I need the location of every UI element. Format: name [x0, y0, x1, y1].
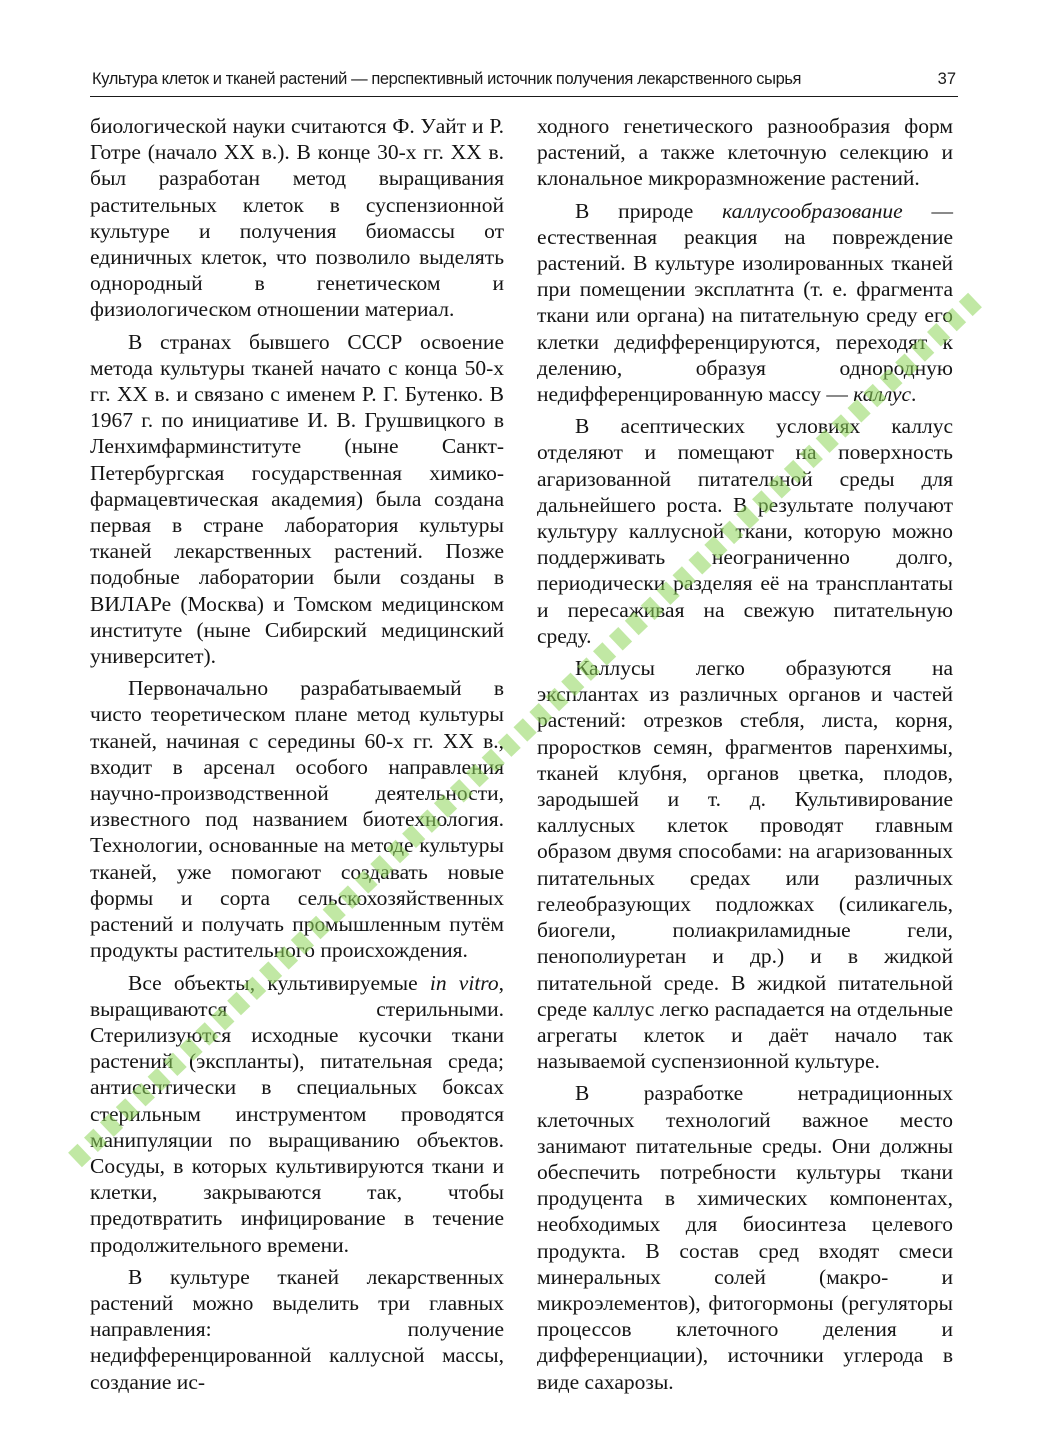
paragraph: Каллусы легко образуются на эксплантах из различных органов и частей растений: отрезков стебля, листа, корня, проростков семян, фрагментов паренхимы, тканей клубня, органов цветка, плодов, зародышей и т. д. Культивирование каллусных клеток проводят главным образом двумя способами: на агаризованных питательных средах или различных гелеобразующих подложках (силикагель, биогели, полиакриламидные гели, пенополиуретан и др.) и в жидкой питательной среде. В жидкой питательной среде каллус легко распадается на отдельные агрегаты клеток и даёт начало так называемой суспензионной культуре. — [537, 656, 953, 1074]
paragraph: В странах бывшего СССР освоение метода культуры тканей начато с конца 50-х гг. XX в. и связано с именем Р. Г. Бутенко. В 1967 г. по инициативе И. В. Грушвицкого в Ленхимфарминституте (ныне Санкт-Петербургская государственная химико-фармацевтическая академия) была создана первая в стране лаборатория культуры тканей лекарственных растений. Позже подобные лаборатории были созданы в ВИЛАРе (Москва) и Томском медицинском институте (ныне Сибирский медицинский университет). — [90, 329, 504, 669]
text-run: . — [911, 382, 917, 407]
running-title: Культура клеток и тканей растений — перспективный источник получения лекарственного сырья — [92, 70, 802, 88]
latin-term: in vitro — [429, 970, 499, 995]
paragraph: ходного генетического разнообразия форм растений, а также клеточную селекцию и клональное микроразмножение растений. — [537, 114, 953, 191]
paragraph: Первоначально разрабатываемый в чисто теоретическом плане метод культуры тканей, начиная с середины 60-х гг. XX в., входит в арсенал особого направления научно-производственной деятельности, известного под названием биотехнология. Технологии, основанные на методе культуры тканей, уже помогают создавать новые формы и сорта сельскохозяйственных растений и получать промышленным путём продукты растительного происхождения. — [90, 676, 504, 963]
italic-term: каллус — [853, 382, 912, 407]
paragraph: В разработке нетрадиционных клеточных технологий важное место занимают питательные среды. Они должны обеспечить потребности культуры ткани продуцента в химических компонентах, необходимых для биосинтеза целевого продукта. В состав сред входят смеси минеральных солей (макро- и микроэлементов), фитогормоны (регуляторы процессов клеточного деления и дифференциации), источники углерода в виде сахарозы. — [537, 1081, 953, 1394]
text-run: — естественная реакция на повреждение растений. В культуре изолированных тканей при помещении эксплатнта (т. е. фрагмента ткани или органа) на питательную среду его клетки дедифференцируются, переходят к делению, образуя однородную недифференцированную массу — — [537, 198, 954, 407]
italic-term: каллусообразование — [722, 198, 903, 223]
paragraph — [537, 198, 953, 408]
right-column — [537, 113, 953, 1395]
page-number: 37 — [937, 70, 956, 88]
text-run: Все объекты, культивируемые — [128, 970, 430, 995]
running-header — [90, 62, 958, 97]
paragraph: В асептических условиях каллус отделяют и помещают на поверхность агаризованной питательной среды для дальнейшего роста. В результате получают культуру каллусной ткани, которую можно поддерживать неограниченно долго, периодически разделяя её на трансплантаты и пересаживая на свежую питательную среду. — [537, 414, 953, 648]
paragraph — [90, 970, 504, 1258]
left-column — [90, 113, 504, 1395]
text-run: В природе — [575, 198, 723, 223]
text-run: , выращиваются стерильными. Стерилизуются исходные кусочки ткани растений (экспланты), питательная среда; антисептически в специальных боксах стерильным инструментом проводятся манипуляции по выращиванию объектов. Сосуды, в которых культивируются ткани и клетки, закрываются так, чтобы предотвратить инфицирование в течение продолжительного времени. — [90, 970, 504, 1257]
paragraph: В культуре тканей лекарственных растений можно выделить три главных направления: получение недифференцированной каллусной массы, создание ис- — [90, 1264, 504, 1394]
paragraph: биологической науки считаются Ф. Уайт и Р. Готре (начало XX в.). В конце 30-х гг. XX в. был разработан метод выращивания растительных клеток в суспензионной культуре и получения биомассы от единичных клеток, что позволило выделять однородный в генетическом и физиологическом отношении материал. — [90, 114, 504, 322]
